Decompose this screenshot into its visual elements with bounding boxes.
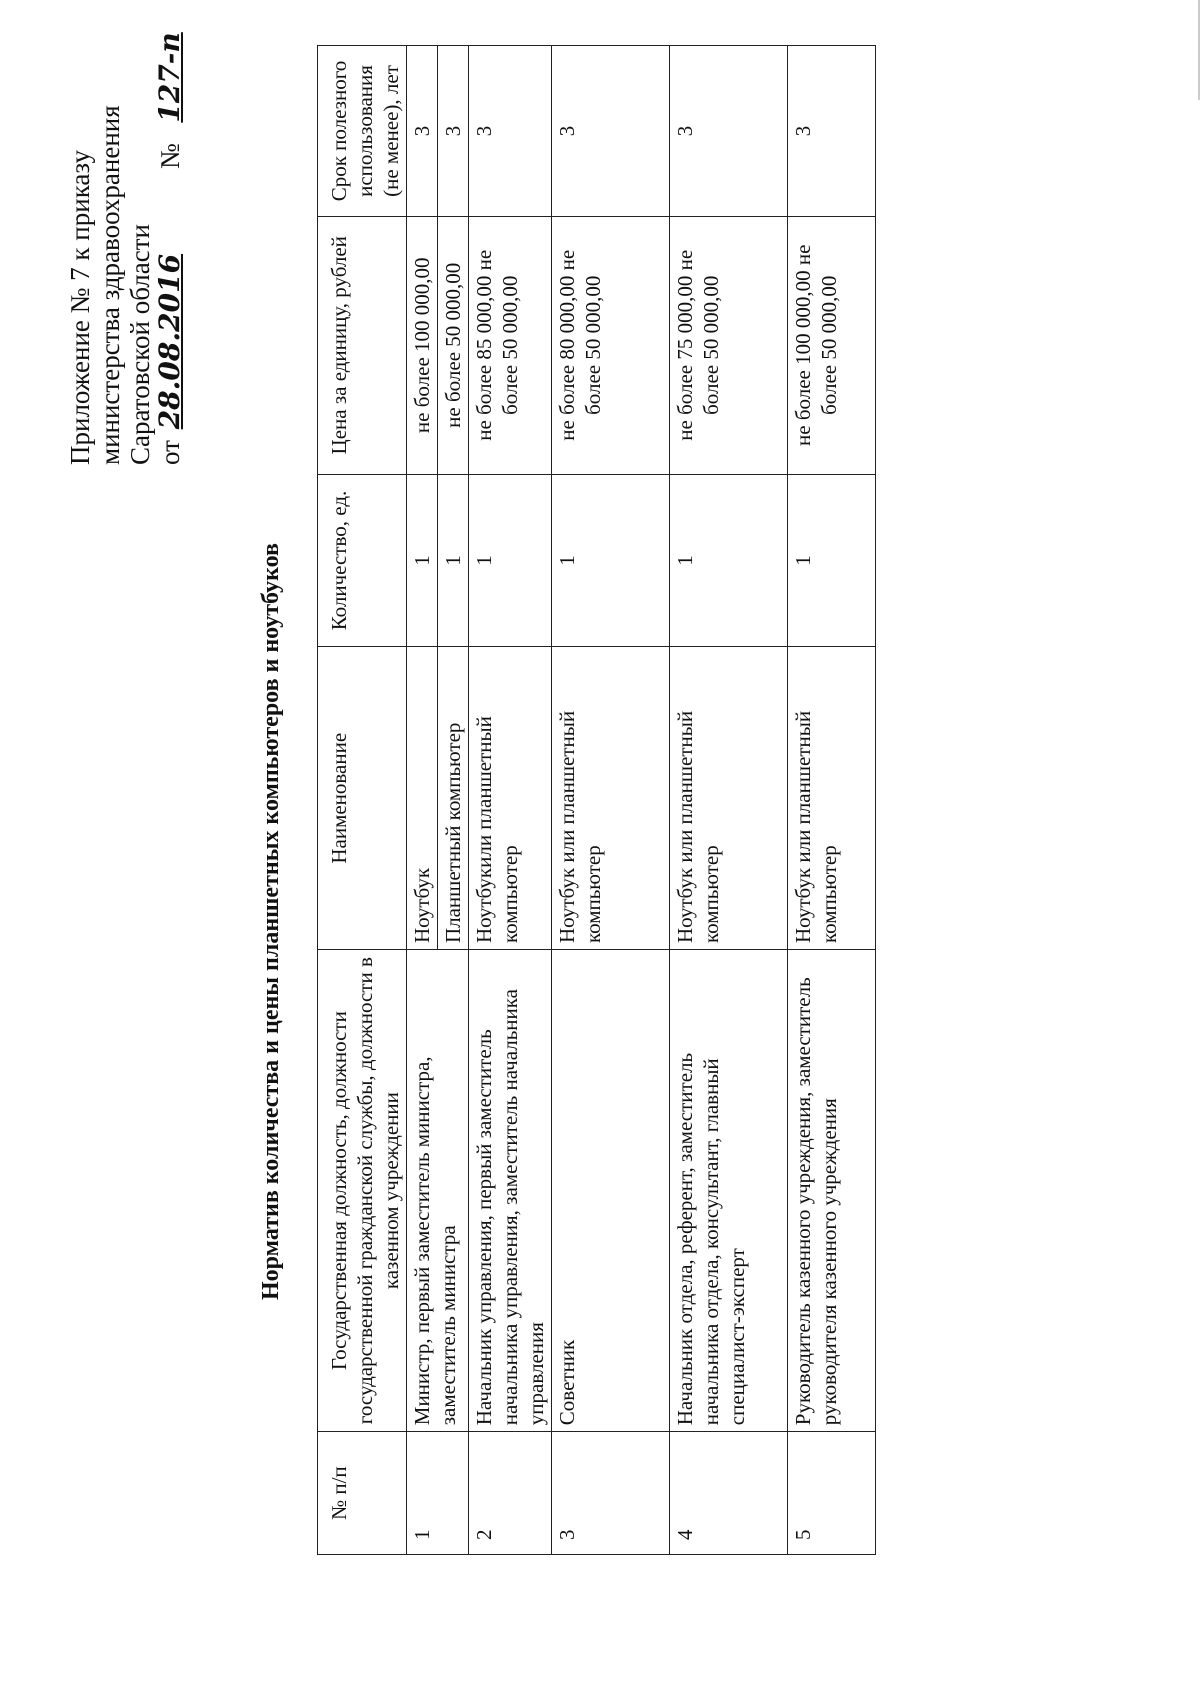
handwritten-date: 28.08.2016 — [153, 253, 186, 430]
row-item-name: Ноутбук или планшетный компьютер — [670, 647, 788, 950]
column-header-position: Государственная должность, должности государственной гражданской службы, должности в казенном учреждении — [318, 950, 407, 1432]
column-header-term: Срок полезного использования (не менее), лет — [318, 46, 407, 217]
appendix-header — [65, 32, 186, 465]
row-item-term: 3 — [438, 46, 469, 217]
row-position: Министр, первый заместитель министра, заместитель министра — [407, 950, 469, 1432]
column-header-number: № п/п — [318, 1432, 407, 1555]
row-item-price: не более 75 000,00 не более 50 000,00 — [670, 216, 788, 474]
row-item-term: 3 — [670, 46, 788, 217]
row-number: 5 — [788, 1432, 876, 1555]
row-item-price: не более 85 000,00 не более 50 000,00 — [469, 216, 552, 474]
row-item-quantity: 1 — [469, 474, 552, 647]
table-header-row — [318, 46, 407, 1555]
row-item-quantity: 1 — [438, 474, 469, 647]
row-item-quantity: 1 — [670, 474, 788, 647]
header-date-number-line — [153, 32, 186, 465]
column-header-name: Наименование — [318, 647, 407, 950]
row-item-term: 3 — [469, 46, 552, 217]
column-header-quantity: Количество, ед. — [318, 474, 407, 647]
row-item-price: не более 80 000,00 не более 50 000,00 — [552, 216, 670, 474]
table-row — [469, 46, 552, 1555]
row-item-name: Ноутбук или планшетный компьютер — [788, 647, 876, 950]
row-item-name: Планшетный компьютер — [438, 647, 469, 950]
row-number: 4 — [670, 1432, 788, 1555]
date-prefix: от — [155, 440, 185, 465]
handwritten-number: 127-п — [153, 32, 186, 123]
row-item-quantity: 1 — [407, 474, 438, 647]
row-item-term: 3 — [788, 46, 876, 217]
row-item-quantity: 1 — [552, 474, 670, 647]
row-item-price: не более 100 000,00 не более 50 000,00 — [788, 216, 876, 474]
row-item-quantity: 1 — [788, 474, 876, 647]
header-line-3: Саратовской области — [125, 224, 155, 465]
row-item-term: 3 — [407, 46, 438, 217]
row-item-name: Ноутбук или планшетный компьютер — [552, 647, 670, 950]
table-row — [552, 46, 670, 1555]
row-number: 3 — [552, 1432, 670, 1555]
table-row — [670, 46, 788, 1555]
row-item-price: не более 50 000,00 — [438, 216, 469, 474]
header-line-1: Приложение № 7 к приказу — [65, 150, 95, 465]
row-item-price: не более 100 000,00 — [407, 216, 438, 474]
column-header-price: Цена за единицу, рублей — [318, 216, 407, 474]
row-number: 2 — [469, 1432, 552, 1555]
header-line-2: министерства здравоохранения — [95, 105, 125, 465]
row-item-name: Ноутбукили планшетный компьютер — [469, 647, 552, 950]
number-prefix: № — [155, 143, 185, 169]
row-item-term: 3 — [552, 46, 670, 217]
row-position: Начальник управления, первый заместитель начальника управления, заместитель начальника управления — [469, 950, 552, 1432]
table-row — [788, 46, 876, 1555]
row-position: Начальник отдела, референт, заместитель начальника отдела, консультант, главный специалист-эксперт — [670, 950, 788, 1432]
row-position: Руководитель казенного учреждения, заместитель руководителя казенного учреждения — [788, 950, 876, 1432]
row-number: 1 — [407, 1432, 469, 1555]
row-position: Советник — [552, 950, 670, 1432]
document-title: Норматив количества и цены планшетных компьютеров и ноутбуков — [258, 542, 284, 1300]
row-item-name: Ноутбук — [407, 647, 438, 950]
table-row — [407, 46, 438, 1555]
norms-table — [317, 45, 876, 1555]
